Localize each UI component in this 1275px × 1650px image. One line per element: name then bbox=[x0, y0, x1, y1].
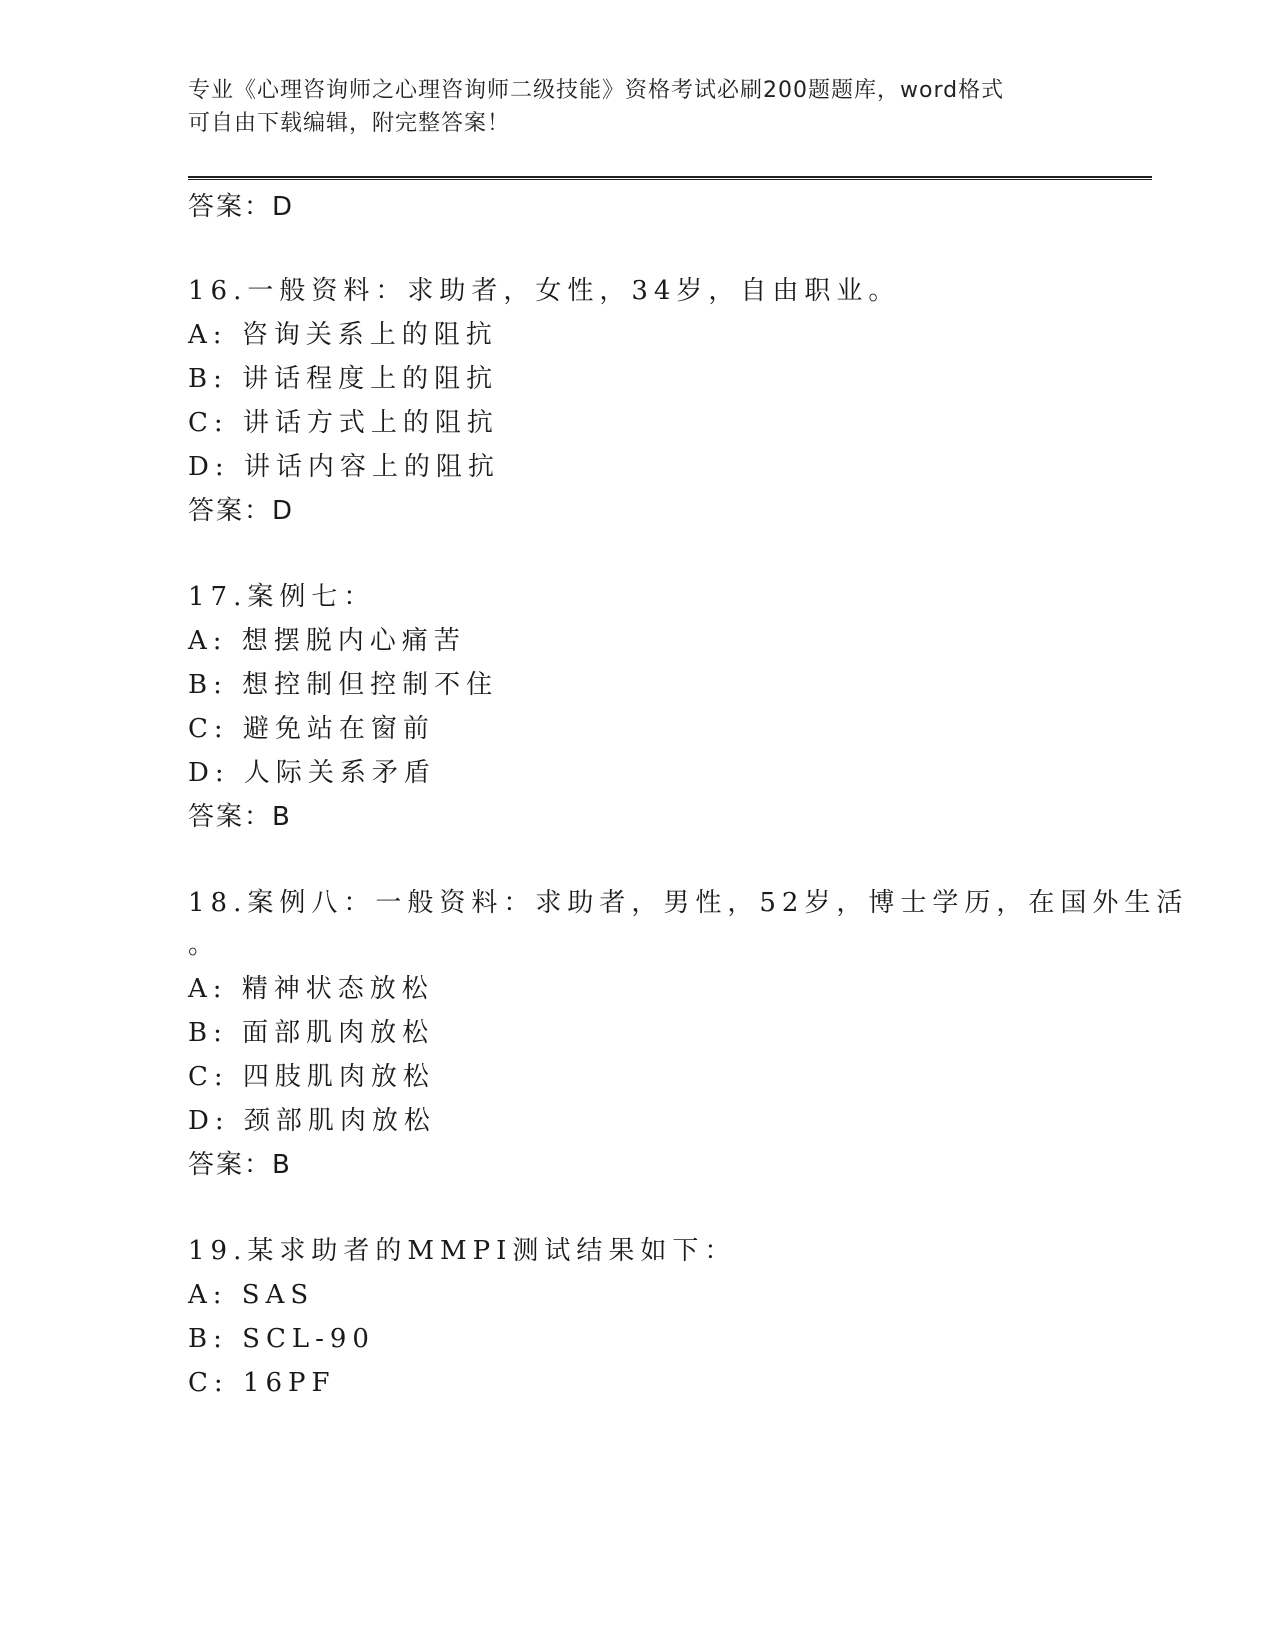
question-18-answer: 答案：B bbox=[188, 1150, 292, 1180]
question-18-stem: 18.案例八：一般资料：求助者，男性，52岁，博士学历，在国外生活 bbox=[188, 888, 1189, 918]
question-16-stem: 16.一般资料：求助者，女性，34岁，自由职业。 bbox=[188, 276, 901, 306]
page-header bbox=[188, 74, 1068, 140]
question-19-option-b: B: SCL-90 bbox=[188, 1324, 375, 1354]
header-line-1: 专业《心理咨询师之心理咨询师二级技能》资格考试必刷200题题库，word格式 bbox=[188, 78, 1005, 103]
question-16-answer: 答案：D bbox=[188, 496, 295, 526]
question-17-answer: 答案：B bbox=[188, 802, 292, 832]
question-17-stem: 17.案例七： bbox=[188, 582, 376, 612]
question-18-option-b: B: 面部肌肉放松 bbox=[188, 1018, 435, 1048]
question-18-option-d: D: 颈部肌肉放松 bbox=[188, 1106, 436, 1136]
answer-line: 答案：D bbox=[188, 192, 295, 222]
question-17-option-c: C: 避免站在窗前 bbox=[188, 714, 435, 744]
question-17-option-d: D: 人际关系矛盾 bbox=[188, 758, 436, 788]
question-19-option-c: C: 16PF bbox=[188, 1368, 336, 1398]
header-divider bbox=[188, 176, 1152, 180]
question-18-option-c: C: 四肢肌肉放松 bbox=[188, 1062, 435, 1092]
question-16-option-c: C: 讲话方式上的阻抗 bbox=[188, 408, 499, 438]
question-19-option-a: A: SAS bbox=[188, 1280, 315, 1310]
question-16-option-d: D: 讲话内容上的阻抗 bbox=[188, 452, 500, 482]
question-16-option-a: A: 咨询关系上的阻抗 bbox=[188, 320, 498, 350]
question-17-option-a: A: 想摆脱内心痛苦 bbox=[188, 626, 466, 656]
question-19-stem: 19.某求助者的MMPI测试结果如下： bbox=[188, 1236, 737, 1266]
question-18-stem-continuation: 。 bbox=[188, 930, 221, 960]
question-16-option-b: B: 讲话程度上的阻抗 bbox=[188, 364, 499, 394]
question-17-option-b: B: 想控制但控制不住 bbox=[188, 670, 499, 700]
header-line-2: 可自由下载编辑，附完整答案！ bbox=[188, 111, 511, 136]
question-18-option-a: A: 精神状态放松 bbox=[188, 974, 434, 1004]
